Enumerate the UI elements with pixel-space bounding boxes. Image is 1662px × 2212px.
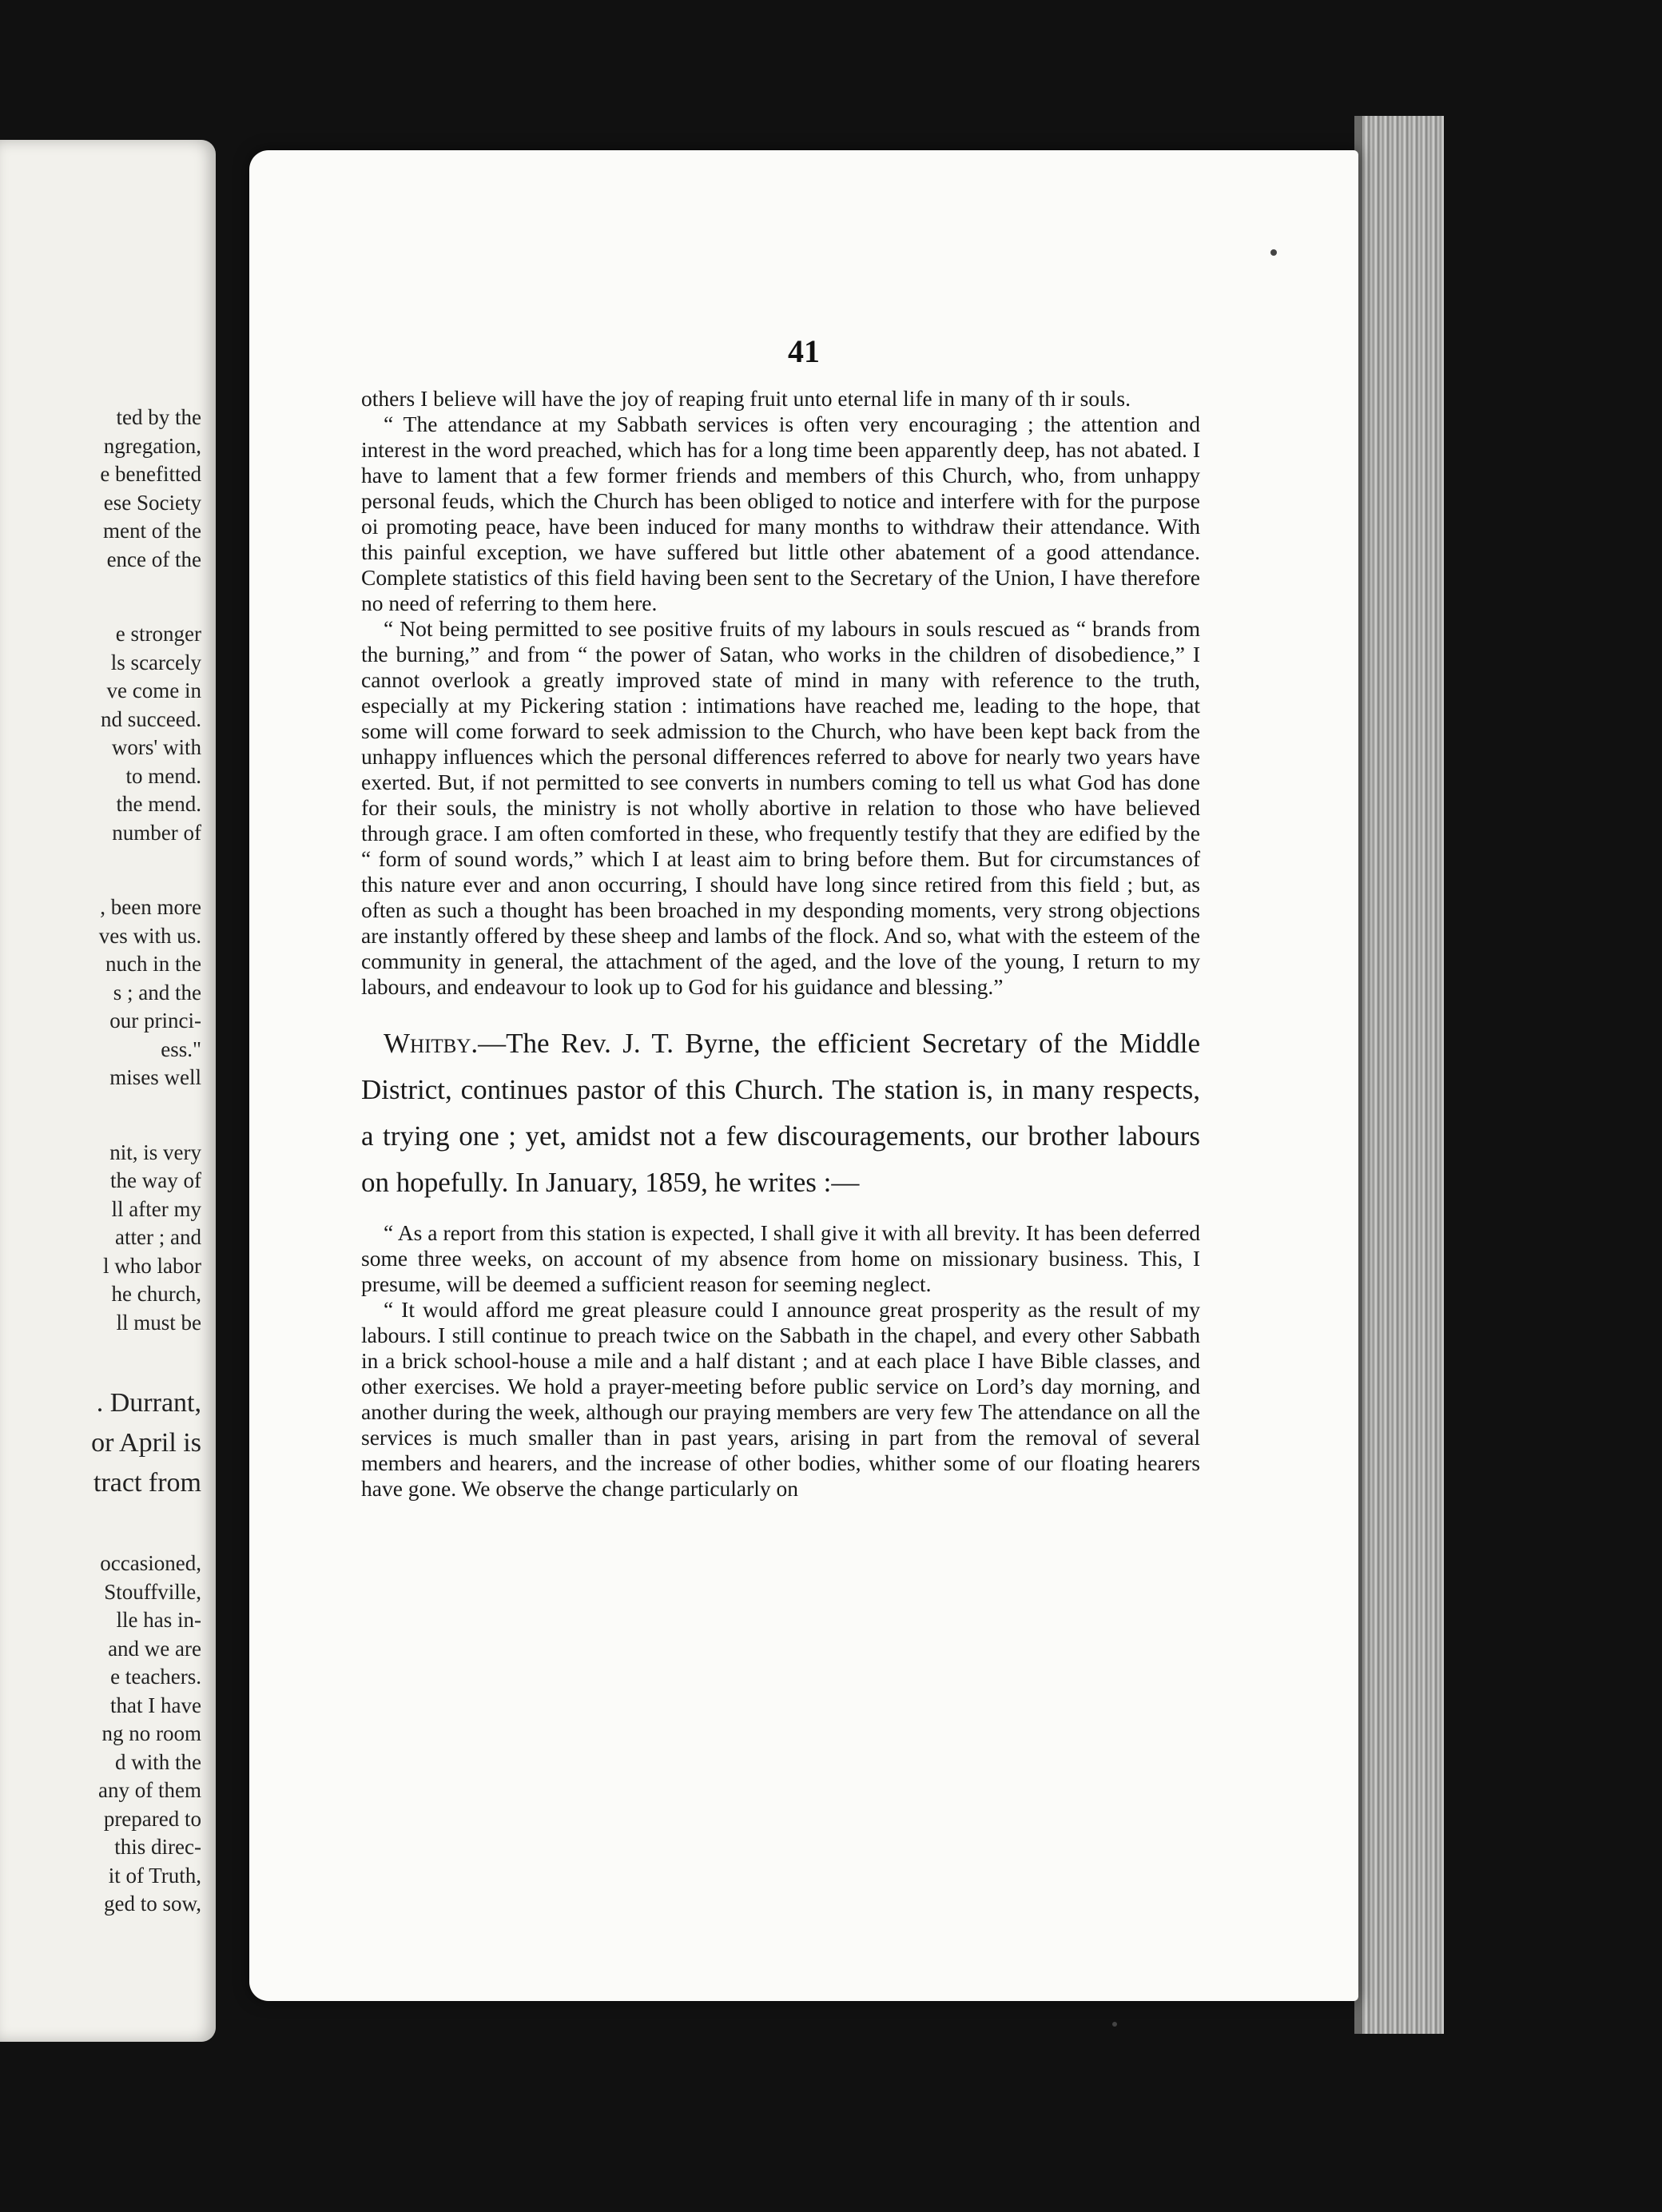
paragraph-4: “ As a report from this station is expected, I shall give it with all brevity. It has been deferred some three weeks, on account of my absence from home on missionary business. This, I presume, will be deemed a sufficient reason for seeming neglect. (361, 1220, 1200, 1296)
previous-page-block (0, 1139, 201, 1338)
previous-page-line: nit, is very (109, 1140, 201, 1164)
previous-page-block (0, 620, 201, 847)
previous-page-line: the mend. (116, 792, 201, 816)
previous-page-line: ment of the (103, 519, 201, 543)
previous-page-line: ng no room (101, 1721, 201, 1745)
previous-page-line: the way of (110, 1168, 201, 1192)
previous-page-line: . Durrant, (96, 1388, 201, 1418)
previous-page-line: or April is (91, 1428, 201, 1458)
previous-page-line: Stouffville, (104, 1579, 201, 1604)
previous-page-line: s ; and the (113, 980, 201, 1005)
previous-page-block (0, 404, 201, 574)
previous-page-line: e benefitted (100, 462, 201, 486)
previous-page-line: occasioned, (100, 1551, 201, 1575)
previous-page-line: ted by the (116, 405, 201, 429)
previous-page-line: ngregation, (103, 433, 201, 458)
previous-page-line: prepared to (103, 1806, 201, 1831)
page-body (361, 386, 1200, 1502)
previous-page-line: l who labor (103, 1253, 201, 1278)
paragraph-5: “ It would afford me great pleasure could I announce great prosperity as the result of my labours. I still continue to preach twice on the Sabbath in the chapel, and every other Sabbath in a brick school-house a mile and a half distant ; and at each place I have Bible classes, and other exercises. We hold a prayer-meeting before public service on Lord’s day morning, and another during the week, although our praying members are very few The attendance on all the services is much smaller than in past years, arising in part from the removal of several members and hearers, and the increase of other bodies, whither some of our floating hearers have gone. We observe the change particularly on (361, 1297, 1200, 1501)
previous-page-line: ve come in (106, 678, 201, 702)
previous-page-line: mises well (109, 1065, 201, 1089)
whitby-text: —The Rev. J. T. Byrne, the efficient Secretary of the Middle District, continues pastor of this Church. The station is, in many respects, a trying one ; yet, amidst not a few discouragements, our brother labours on hopefully. In January, 1859, he writes :— (361, 1028, 1200, 1198)
previous-page-line: any of them (98, 1778, 201, 1802)
previous-page-line: lle has in- (116, 1608, 201, 1632)
paragraph-1: others I believe will have the joy of reaping fruit unto eternal life in many of th ir souls. (361, 386, 1131, 411)
previous-page-line: this direc- (114, 1835, 201, 1859)
previous-page-line: ves with us. (98, 923, 201, 948)
previous-page-line: nuch in the (105, 952, 201, 976)
previous-page-line: ess." (161, 1036, 201, 1061)
previous-page-line: wors' with (111, 735, 201, 759)
previous-page-block (0, 893, 201, 1092)
previous-page-line: ence of the (106, 547, 201, 571)
previous-page-block (0, 1383, 201, 1503)
previous-page-line: ls scarcely (110, 650, 201, 674)
previous-page-line: and we are (108, 1636, 201, 1661)
previous-page-line: tract from (93, 1468, 201, 1498)
book-page (249, 150, 1358, 2001)
previous-page-line: nd succeed. (101, 706, 201, 731)
previous-page-line: our princi- (109, 1009, 201, 1032)
previous-page-line: number of (112, 820, 201, 845)
book-fore-edge (1354, 116, 1444, 2034)
previous-page-line: ese Society (103, 490, 201, 515)
whitby-section (361, 1020, 1200, 1206)
previous-page-block (0, 1550, 201, 1919)
previous-page-line: it of Truth, (108, 1863, 201, 1888)
previous-page-line: ll must be (116, 1310, 201, 1335)
previous-page-line: to mend. (125, 763, 201, 788)
previous-page-line: he church, (111, 1282, 201, 1306)
previous-page-text (0, 404, 201, 1965)
paragraph-2: “ The attendance at my Sabbath services is often very encouraging ; the attention and interest in the word preached, which has for a long time been apparently deep, has not abated. I have to lament that a few former friends and members of this Church, who, from unhappy personal feuds, which the Church has been obliged to notice and interfere with for the purpose oi promoting peace, have been induced for many months to withdraw their attendance. With this painful exception, we have suffered but little other abatement of a good attendance. Complete statistics of this field having been sent to the Secretary of the Union, I have therefore no need of referring to them here. (361, 412, 1200, 615)
previous-page-line: that I have (110, 1693, 201, 1717)
previous-page-line: d with the (115, 1749, 201, 1774)
previous-page-line: ged to sow, (104, 1892, 201, 1916)
speck-mark (1270, 249, 1277, 256)
previous-page-line: e teachers. (110, 1665, 201, 1689)
previous-page-line: , been more (100, 895, 201, 919)
previous-page-line: atter ; and (115, 1225, 201, 1249)
page-number: 41 (788, 333, 820, 369)
speck-mark (1112, 2022, 1117, 2027)
previous-page-line: e stronger (115, 622, 201, 646)
paragraph-3: “ Not being permitted to see positive fruits of my labours in souls rescued as “ brands from the burning,” and from “ the power of Satan, who works in the children of disobedience,” I cannot overlook a greatly improved state of mind in many with reference to the truth, especially at my Pickering station : intimations have reached me, leading to the hope, that some will come forward to seek admission to the Church, who have been kept back from the unhappy influences which the personal differences referred to above for nearly two years have exerted. But, if not permitted to see converts in numbers coming to tell us what God has done for their souls, the ministry is not wholly abortive in relation to those who have believed through grace. I am often comforted in these, who frequently testify that they are edified by the “ form of sound words,” which I at least aim to bring before them. But for circumstances of this nature ever and anon occurring, I should have long since retired from this field ; but, as often as such a thought has been broached in my desponding moments, very strong objections are instantly offered by these sheep and lambs of the flock. And so, what with the esteem of the community in general, the attachment of the aged, and the love of the young, I return to my labours, and endeavour to look up to God for his guidance and blessing.” (361, 616, 1200, 999)
whitby-heading: Whitby. (384, 1028, 479, 1059)
previous-page (0, 140, 216, 2042)
previous-page-line: ll after my (111, 1196, 201, 1221)
